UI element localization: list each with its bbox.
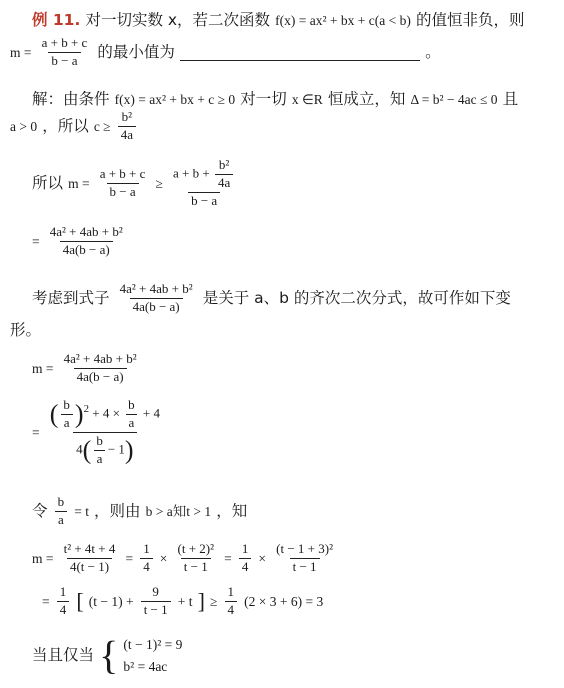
condition-inequality: f(x) = ax² + bx + c ≥ 0 [114,92,236,107]
solution-line-6 [10,318,41,340]
fraction-substituted [170,158,238,209]
problem-text-2: 的值恒非负，则 [415,11,525,29]
ge-sign-2: ≥ [210,593,218,609]
x-in-r: x ∈R [291,92,323,107]
b-over-a-3 [93,434,106,467]
m-equals-2: m = [68,175,90,191]
equals-5: = [42,593,50,609]
numerator: b [57,494,65,509]
denominator: 4(t − 1) [67,558,112,575]
bracket-term-2: + t [177,593,193,609]
answer-blank [180,44,420,61]
final-value: (2 × 3 + 6) = 3 [244,593,324,609]
equals-t: = t [74,503,89,519]
inner-fraction [215,158,233,191]
numerator: 4a² + 4ab + b² [63,351,137,366]
solution-line-12 [32,634,182,677]
solution-line-8 [32,398,165,467]
problem-function: f(x) = ax² + bx + c(a < b) [275,13,411,28]
four: 4 [76,441,83,457]
right-bracket: ] [197,588,205,614]
text-transform: 形。 [10,321,42,339]
equation-system [123,634,182,677]
fraction-m-2 [61,352,140,385]
text-for-all: 对一切 [240,90,287,108]
equals-2: = [32,424,40,440]
numerator: b [128,397,135,412]
b-over-a-2 [125,398,138,431]
fraction-expanded [47,225,126,258]
times-1: × [159,550,168,566]
problem-text-1: 对一切实数 x，若二次函数 [85,11,271,29]
numerator [170,158,238,192]
square: 2 [83,403,89,416]
numerator: 1 [241,541,249,556]
b-over-a-4 [55,495,68,528]
solution-line-2 [10,110,138,143]
numerator [47,398,163,432]
left-paren: ( [49,399,59,429]
numerator: 4a² + 4ab + b² [49,224,123,239]
numerator: 9 [152,584,159,599]
denominator: t − 1 [290,558,320,575]
numerator: t² + 4t + 4 [63,541,116,556]
problem-line-1 [32,8,524,30]
numerator: (t − 1 + 3)² [276,541,333,556]
solution-line-9 [32,495,247,528]
text-so: ，所以 [42,116,89,135]
denominator: 4a(b − a) [130,298,183,315]
denominator: a [126,414,138,431]
fraction-t-1 [61,542,119,575]
denominator: 4 [239,558,252,575]
m-equals-4: m = [32,550,54,566]
text-then: ，则由 [94,501,141,520]
fraction-expression [117,282,196,315]
solution-intro: 解：由条件 [32,90,110,108]
solution-line-10 [32,542,338,575]
numerator: b² [121,109,133,124]
numerator: 1 [227,584,235,599]
m-denominator: b − a [48,52,80,69]
denominator [73,432,136,467]
denominator: b − a [107,183,139,200]
quarter-4 [225,585,238,618]
quarter-1 [140,542,153,575]
text-homogeneous: 是关于 a、b 的齐次二次分式，故可作如下变 [202,288,511,307]
example-label: 例 11. [32,11,81,29]
m-equals-3: m = [32,360,54,376]
solution-line-7 [32,352,142,385]
numerator: b [63,397,70,412]
equals-4: = [224,550,232,566]
solution-line-3 [32,158,240,209]
equals: = [32,233,40,249]
fraction-m [97,167,149,200]
system-row-1: (t − 1)² = 9 [123,637,183,652]
text-holds: 恒成立，知 [327,90,406,108]
right-paren-2: ) [124,435,134,465]
denominator: 4a [118,126,136,143]
text-know: ，知 [216,501,248,520]
denominator: 4 [225,601,238,618]
a-positive: a > 0 [10,118,38,134]
fraction-ratio [47,398,163,467]
times-2: × [258,550,267,566]
quarter-2 [239,542,252,575]
m-equals: m = [10,44,32,60]
b2-over-4a [118,110,136,143]
minus-1: − 1 [107,441,125,457]
ge-sign: ≥ [155,175,163,191]
denominator: 4a [215,174,233,191]
problem-text-3: 的最小值为 [97,42,175,61]
numerator: b [96,432,103,448]
denominator: a [61,414,73,431]
numerator: 4a² + 4ab + b² [119,281,193,296]
c-ge: c ≥ [93,118,111,134]
right-paren: ) [74,399,84,429]
text-let: 令 [32,501,48,520]
fraction-t-2 [175,542,218,575]
solution-line-11 [42,585,323,618]
left-bracket: [ [76,588,84,614]
denominator: a [94,450,106,467]
left-paren-2: ( [82,435,92,465]
quarter-3 [57,585,70,618]
denominator: 4a(b − a) [74,368,127,385]
numerator: a + b + c [99,165,146,181]
denominator: 4 [140,558,153,575]
text-consider: 考虑到式子 [32,288,110,307]
fraction-t-3 [273,542,336,575]
denominator: a [55,511,67,528]
plus-4: + 4 [142,405,160,421]
numerator: 1 [59,584,67,599]
b-over-a [60,398,73,431]
denominator: t − 1 [141,601,171,618]
problem-line-2 [10,36,441,69]
period: 。 [425,42,441,61]
solution-line-4 [32,225,128,258]
equals-3: = [125,550,134,566]
m-numerator: a + b + c [41,35,88,50]
text-and: 且 [502,90,519,108]
nine-over-t [141,585,171,618]
discriminant: Δ = b² − 4ac ≤ 0 [410,92,498,107]
left-brace: { [99,632,119,678]
numerator: 1 [143,541,150,556]
denominator: b − a [188,192,220,209]
plus-4-times: + 4 × [92,405,120,421]
system-row-2: b² = 4ac [123,658,168,674]
numerator-text: a + b + [173,165,210,181]
numerator: (t + 2)² [177,541,215,556]
solution-line-1 [32,87,518,109]
text-iff: 当且仅当 [32,646,95,665]
text-therefore: 所以 [32,173,64,192]
solution-line-5 [32,282,511,315]
denominator: 4a(b − a) [60,241,113,258]
numerator: b² [218,157,230,172]
bracket-term-1: (t − 1) + [88,593,134,609]
t-greater-1: b > a知t > 1 [145,503,212,519]
m-fraction [39,36,91,69]
denominator: t − 1 [181,558,211,575]
denominator: 4 [57,601,70,618]
